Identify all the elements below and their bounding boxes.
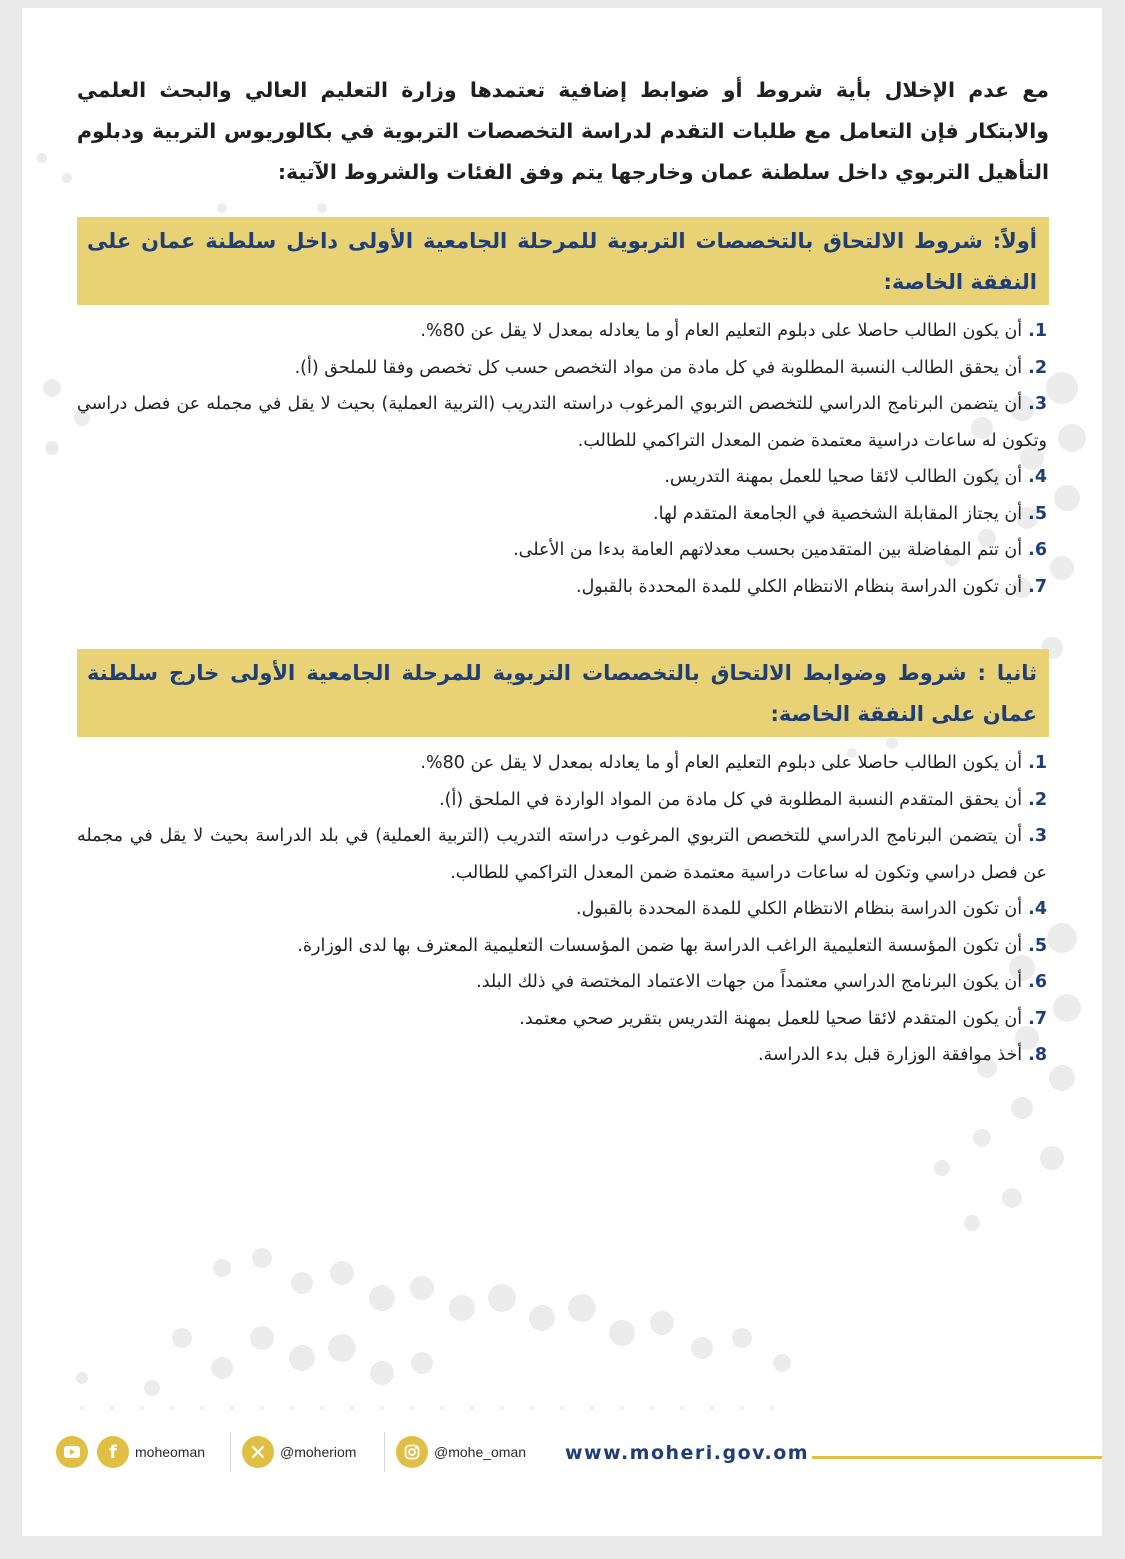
section-2-list: [77, 745, 1049, 1074]
section-1-list: [77, 313, 1049, 605]
list-item: [77, 350, 1049, 387]
list-item: [77, 459, 1049, 496]
document-page: [22, 8, 1102, 1536]
instagram-icon: [396, 1436, 428, 1468]
item-text: أخذ موافقة الوزارة قبل بدء الدراسة.: [757, 1045, 1023, 1065]
item-number: 6.: [1028, 540, 1047, 560]
x-link[interactable]: [242, 1436, 356, 1468]
item-number: 3.: [1028, 394, 1047, 414]
item-text: أن يجتاز المقابلة الشخصية في الجامعة المتقدم لها.: [653, 503, 1023, 524]
item-text: أن يكون الطالب حاصلا على دبلوم التعليم العام أو ما يعادله بمعدل لا يقل عن 80%.: [420, 321, 1023, 341]
section-2-heading: ثانيا : شروط وضوابط الالتحاق بالتخصصات التربوية للمرحلة الجامعية الأولى خارج سلطنة عمان على النفقة الخاصة:: [77, 649, 1049, 737]
item-number: 3.: [1028, 826, 1047, 846]
item-number: 5.: [1028, 503, 1047, 524]
list-item: [77, 532, 1049, 569]
x-icon: [242, 1436, 274, 1468]
item-text: أن يحقق المتقدم النسبة المطلوبة في كل مادة من المواد الواردة في الملحق (أ).: [439, 789, 1023, 810]
item-number: 4.: [1028, 899, 1047, 919]
footer-divider: [230, 1432, 231, 1472]
item-text: أن تكون المؤسسة التعليمية الراغب الدراسة بها ضمن المؤسسات التعليمية المعترف بها لدى الوزارة.: [297, 935, 1023, 956]
item-number: 4.: [1028, 467, 1047, 487]
item-number: 6.: [1028, 972, 1047, 992]
intro-paragraph: مع عدم الإخلال بأية شروط أو ضوابط إضافية تعتمدها وزارة التعليم العالي والبحث العلمي والابتكار فإن التعامل مع طلبات التقدم لدراسة التخصصات التربوية في بكالوريوس التربية ودبلوم التأهيل التربوي داخل سلطنة عمان وخارجها يتم وفق الفئات والشروط الآتية:: [77, 78, 1049, 184]
facebook-icon: f: [97, 1436, 129, 1468]
item-text: أن تتم المفاضلة بين المتقدمين بحسب معدلاتهم العامة بدءا من الأعلى.: [513, 540, 1023, 560]
item-text: أن يحقق الطالب النسبة المطلوبة في كل مادة من مواد التخصص حسب كل تخصص وفقا للملحق (أ).: [294, 357, 1023, 378]
item-text: أن يكون البرنامج الدراسي معتمداً من جهات الاعتماد المختصة في ذلك البلد.: [476, 972, 1023, 992]
list-item: [77, 964, 1049, 1001]
facebook-handle: moheoman: [135, 1444, 206, 1460]
website-link[interactable]: www.moheri.gov.om: [565, 1442, 810, 1464]
item-text: أن يكون المتقدم لائقا صحيا للعمل بمهنة التدريس بتقرير صحي معتمد.: [519, 1008, 1023, 1029]
document-content: [77, 70, 1049, 1074]
item-text: أن يكون الطالب لائقا صحيا للعمل بمهنة التدريس.: [664, 467, 1023, 487]
item-number: 1.: [1028, 321, 1047, 341]
item-text: أن تكون الدراسة بنظام الانتظام الكلي للمدة المحددة بالقبول.: [576, 576, 1023, 597]
list-item: [77, 891, 1049, 928]
list-item: [77, 818, 1049, 891]
item-number: 5.: [1028, 935, 1047, 956]
list-item: [77, 569, 1049, 606]
youtube-icon: [56, 1436, 88, 1468]
item-number: 2.: [1028, 789, 1047, 810]
item-number: 2.: [1028, 357, 1047, 378]
list-item: [77, 1037, 1049, 1074]
footer: [22, 1418, 1102, 1478]
list-item: [77, 496, 1049, 533]
item-text: أن تكون الدراسة بنظام الانتظام الكلي للمدة المحددة بالقبول.: [576, 899, 1023, 919]
list-item: [77, 745, 1049, 782]
list-item: [77, 1001, 1049, 1038]
footer-accent-line: [812, 1456, 1102, 1459]
list-item: [77, 313, 1049, 350]
instagram-link[interactable]: [396, 1436, 526, 1468]
item-text: أن يتضمن البرنامج الدراسي للتخصص التربوي المرغوب دراسته التدريب (التربية العملية) في بلد الدراسة بحيث لا يقل في مجمله عن فصل دراسي وتكون له ساعات دراسية معتمدة ضمن المعدل التراكمي للطالب.: [77, 826, 1047, 883]
item-number: 7.: [1028, 576, 1047, 597]
x-handle: @moheriom: [280, 1444, 357, 1460]
item-text: أن يكون الطالب حاصلا على دبلوم التعليم العام أو ما يعادله بمعدل لا يقل عن 80%.: [420, 753, 1023, 773]
list-item: [77, 928, 1049, 965]
footer-divider: [384, 1432, 385, 1472]
instagram-handle: @mohe_oman: [434, 1444, 527, 1460]
facebook-link[interactable]: [97, 1436, 205, 1468]
item-number: 7.: [1028, 1008, 1047, 1029]
item-text: أن يتضمن البرنامج الدراسي للتخصص التربوي المرغوب دراسته التدريب (التربية العملية) بحيث لا يقل في مجمله عن فصل دراسي وتكون له ساعات دراسية معتمدة ضمن المعدل التراكمي للطالب.: [77, 394, 1047, 451]
list-item: [77, 782, 1049, 819]
item-number: 1.: [1028, 753, 1047, 773]
item-number: 8.: [1028, 1045, 1047, 1065]
section-1-heading: أولاً: شروط الالتحاق بالتخصصات التربوية للمرحلة الجامعية الأولى داخل سلطنة عمان على النفقة الخاصة:: [77, 217, 1049, 305]
youtube-link[interactable]: [56, 1436, 88, 1468]
list-item: [77, 386, 1049, 459]
